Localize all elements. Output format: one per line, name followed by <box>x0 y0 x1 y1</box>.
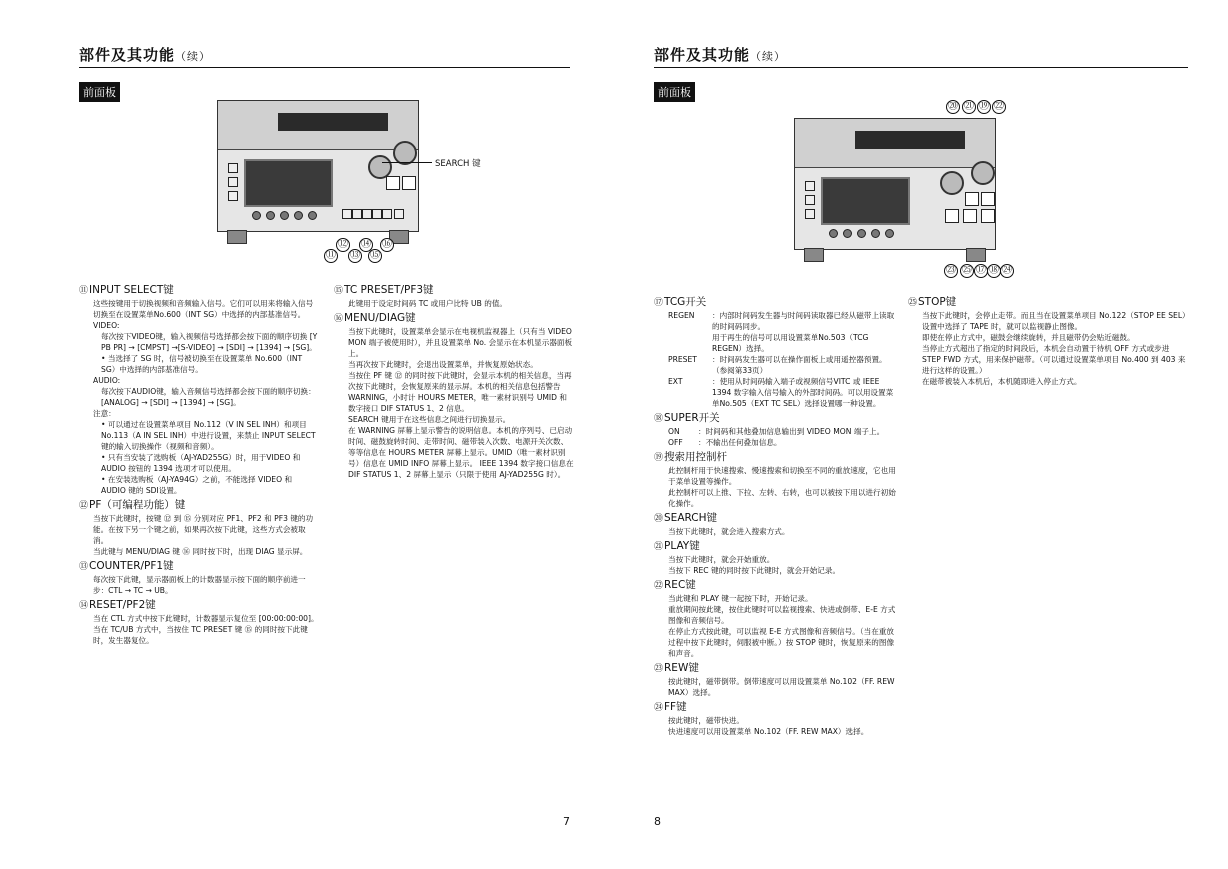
level-knob <box>857 229 866 238</box>
section-heading <box>654 512 898 526</box>
front-panel-illustration <box>217 100 417 243</box>
paragraph: 当按下此键时，设置菜单会显示在电视机监视器上（只有当 VIDEO MON 端子被使用时），并且设置菜单 No. 会显示在本机显示器面板上。 <box>348 327 573 358</box>
section-number: ㉓ <box>654 664 664 674</box>
section-heading <box>334 284 574 298</box>
section-heading <box>654 701 898 715</box>
left-column-1 <box>79 284 319 649</box>
paragraph: 在停止方式按此键，可以监视 E-E 方式图像和音频信号。（当在重放过程中按下此键时，伺服被中断。）按 STOP 键时，恢复原来的图像和声音。 <box>668 627 895 658</box>
panel-button <box>382 209 392 219</box>
section-heading <box>79 499 319 513</box>
paragraph: 按此键时，磁带快进。 <box>668 716 744 725</box>
device-case <box>217 100 419 232</box>
section-title: MENU/DIAG键 <box>344 312 416 324</box>
option-desc: ：内部时间码发生器与时间码读取器已经从磁带上读取的时间码同步。 <box>712 311 895 331</box>
paragraph: 此控制杆可以上推、下拉、左转、右转，也可以被按下用以进行初始化操作。 <box>668 488 896 508</box>
title-text: 部件及其功能 <box>654 46 751 64</box>
section-number: ⑰ <box>654 298 664 308</box>
option-desc: ：时间码发生器可以在操作面板上或用遥控器预置。（参阅第33页） <box>712 355 887 375</box>
paragraph: 当在 CTL 方式中按下此键时，计数器显示复位至 [00:00:00:00]。 <box>93 614 319 623</box>
section-number: ㉔ <box>654 703 664 713</box>
callout-19: ⑲ <box>979 101 989 112</box>
paragraph: 每次按下VIDEO键，输入视频信号选择都会按下面的顺序切换 [Y PB PR] → [CMPST] →[S-VIDEO] → [SDI] → [1394] → [SG]。 <box>101 332 318 352</box>
paragraph: 当按下 REC 键的同时按下此键时，就会开始记录。 <box>668 566 841 575</box>
title-sub: （续） <box>750 50 787 63</box>
section-stop-key <box>908 296 1188 387</box>
callout-23: ㉓ <box>946 265 956 276</box>
section-super-switch <box>654 412 898 448</box>
callout-24: ㉔ <box>1002 265 1012 276</box>
panel-button <box>342 209 352 219</box>
level-knob <box>308 211 317 220</box>
right-column-2 <box>908 296 1188 390</box>
rew-button <box>945 209 959 223</box>
leader-line <box>382 162 432 163</box>
section-reset <box>79 599 319 646</box>
section-title: PF（可编程功能）键 <box>89 499 186 511</box>
bullet: • 在安装选购板（AJ-YA94G）之前，不能选择 VIDEO 和 AUDIO 键的 SDI设置。 <box>101 475 293 495</box>
panel-button <box>352 209 362 219</box>
paragraph: 当此键和 PLAY 键一起按下时，开始记录。 <box>668 594 813 603</box>
note-heading: 注意： <box>93 409 116 418</box>
search-dial <box>940 171 964 195</box>
section-pf <box>79 499 319 557</box>
section-number: ⑮ <box>334 286 344 296</box>
section-input-select <box>79 284 319 496</box>
play-button <box>965 192 979 206</box>
paragraph: 当停止方式超出了指定的时间段后，本机会自动置于待机 OFF 方式或步进 STEP FWD 方式，用来保护磁带。（可以通过设置菜单项目 No.400 到 403 来进行这样的设置。） <box>922 344 1186 375</box>
level-knob <box>885 229 894 238</box>
paragraph: 当在 TC/UB 方式中，当按住 TC PRESET 键 ⑮ 的同时按下此键时，发生器复位。 <box>93 625 308 645</box>
paragraph: 当再次按下此键时，会退出设置菜单，并恢复原始状态。 <box>348 360 538 369</box>
right-page <box>614 0 1228 869</box>
section-title: PLAY键 <box>664 540 700 552</box>
option-key: OFF <box>668 438 683 447</box>
option-desc: ：使用从时间码输入端子或视频信号VITC 或 IEEE 1394 数字输入信号输入的外部时间码。可以用设置菜单No.505（EXT TC SEL）选择设置哪一种设置。 <box>712 377 894 408</box>
section-number: ⑫ <box>79 501 89 511</box>
bullet: • 可以通过在设置菜单项目 No.112（V IN SEL INH）和项目 No.113（A IN SEL INH）中进行设置，来禁止 INPUT SELECT键的输入切换操作（视频和音频）。 <box>101 420 316 451</box>
callout-17: ⑰ <box>976 265 986 276</box>
paragraph: 每次按下此键，显示器面板上的计数器显示按下面的顺序前进一步：CTL → TC → UB。 <box>93 575 306 595</box>
option-desc: ：时间码和其他叠加信息输出到 VIDEO MON 端子上。 <box>698 427 885 436</box>
left-column-2 <box>334 284 574 483</box>
callout-22: ㉒ <box>994 101 1004 112</box>
search-key-label: SEARCH 键 <box>435 159 481 169</box>
play-button <box>386 176 400 190</box>
paragraph: 在磁带被装入本机后，本机随即进入停止方式。 <box>922 377 1082 386</box>
paragraph: 当此键与 MENU/DIAG 键 ⑯ 同时按下时，出现 DIAG 显示屏。 <box>93 547 308 556</box>
page-title <box>654 44 786 65</box>
paragraph: 按此键时，磁带倒带。倒带速度可以用设置菜单 No.102（FF. REW MAX）选择。 <box>668 677 895 697</box>
paragraph: 即使在停止方式中，磁鼓会继续旋转，并且磁带仍会贴近磁鼓。 <box>922 333 1135 342</box>
panel-button <box>228 191 238 201</box>
section-number: ⑭ <box>79 601 89 611</box>
bullet: • 只有当安装了选购板（AJ-YAD255G）时，用于VIDEO 和 AUDIO 按钮的 1394 选项才可以使用。 <box>101 453 301 473</box>
front-panel-illustration <box>794 118 994 261</box>
page-number: 7 <box>563 815 570 828</box>
section-title: REW键 <box>664 662 699 674</box>
option-row <box>668 310 898 354</box>
option-key: PRESET <box>668 355 697 364</box>
level-knob <box>843 229 852 238</box>
section-tag: 前面板 <box>79 82 120 102</box>
stop-button <box>963 209 977 223</box>
display-panel <box>244 159 333 207</box>
section-heading <box>79 599 319 613</box>
section-heading <box>79 560 319 574</box>
title-rule <box>79 67 570 68</box>
callout-12: ⑫ <box>338 239 348 250</box>
section-title: SEARCH键 <box>664 512 717 524</box>
section-heading <box>654 412 898 426</box>
panel-button <box>394 209 404 219</box>
section-tag: 前面板 <box>654 82 695 102</box>
paragraph: 每次按下AUDIO键，输入音频信号选择都会按下面的顺序切换：[ANALOG] → [SDI] → [1394] → [SG]。 <box>101 387 316 407</box>
option-key: ON <box>668 427 680 436</box>
paragraph: 重放期间按此键，按住此键时可以监视搜索、快进或倒带、E-E 方式图像和音频信号。 <box>668 605 896 625</box>
callout-25: ㉕ <box>962 265 972 276</box>
section-title: COUNTER/PF1键 <box>89 560 174 572</box>
callout-13: ⑬ <box>350 250 360 261</box>
section-title: RESET/PF2键 <box>89 599 156 611</box>
section-tcg-switch <box>654 296 898 409</box>
panel-button <box>228 163 238 173</box>
section-title: TCG开关 <box>664 296 707 308</box>
device-top <box>218 101 418 150</box>
device-case <box>794 118 996 250</box>
section-play-key <box>654 540 898 576</box>
display-panel <box>821 177 910 225</box>
paragraph: 此控制杆用于快速搜索、慢速搜索和切换至不同的重放速度，它也用于菜单设置等操作。 <box>668 466 896 486</box>
level-knob <box>280 211 289 220</box>
callout-14: ⑭ <box>361 239 371 250</box>
callout-18: ⑱ <box>989 265 999 276</box>
cassette-slot <box>278 113 388 131</box>
ff-button <box>981 209 995 223</box>
rec-button <box>981 192 995 206</box>
option-row <box>668 376 898 409</box>
option-key: EXT <box>668 377 683 386</box>
callout-16: ⑯ <box>382 239 392 250</box>
device-foot <box>804 248 824 262</box>
device-foot <box>227 230 247 244</box>
section-heading <box>908 296 1188 310</box>
section-counter <box>79 560 319 596</box>
device-foot <box>966 248 986 262</box>
subheading: AUDIO: <box>93 376 121 385</box>
section-number: ⑳ <box>654 514 664 524</box>
section-title: 搜索用控制杆 <box>664 451 728 463</box>
device-top <box>795 119 995 168</box>
level-knob <box>829 229 838 238</box>
section-title: INPUT SELECT键 <box>89 284 174 296</box>
section-heading <box>654 662 898 676</box>
section-heading <box>334 312 574 326</box>
section-number: ⑪ <box>79 286 89 296</box>
panel-button <box>805 181 815 191</box>
page-number: 8 <box>654 815 661 828</box>
section-title: REC键 <box>664 579 696 591</box>
bullet: • 当选择了 SG 时，信号被切换至在设置菜单 No.600（INT SG）中选择的内部基准信号。 <box>101 354 303 374</box>
cassette-slot <box>855 131 965 149</box>
callout-21: ㉑ <box>964 101 974 112</box>
section-title: TC PRESET/PF3键 <box>344 284 434 296</box>
level-knob <box>871 229 880 238</box>
panel-button <box>372 209 382 219</box>
section-number: ㉒ <box>654 581 664 591</box>
title-text: 部件及其功能 <box>79 46 176 64</box>
section-search-key <box>654 512 898 537</box>
section-heading <box>654 296 898 310</box>
section-rec-key <box>654 579 898 659</box>
jog-dial <box>971 161 995 185</box>
panel-button <box>805 209 815 219</box>
panel-button <box>805 195 815 205</box>
option-row <box>668 354 898 376</box>
option-desc: 用于再生的信号可以用设置菜单No.503（TCG REGEN）选择。 <box>712 333 869 353</box>
paragraph: 当按下此键时，按键 ⑫ 到 ⑮ 分别对应 PF1、PF2 和 PF3 键的功能。在按下另一个键之前，如果再次按下此键，这些方式会被取消。 <box>93 514 314 545</box>
level-knob <box>252 211 261 220</box>
section-title: FF键 <box>664 701 687 713</box>
section-tc-preset <box>334 284 574 309</box>
callout-20: ⑳ <box>948 101 958 112</box>
section-heading <box>654 451 898 465</box>
section-title: SUPER开关 <box>664 412 720 424</box>
section-heading <box>654 540 898 554</box>
paragraph: 当按下此键时，就会开始重放。 <box>668 555 775 564</box>
paragraph: 这些按键用于切换视频和音频输入信号。它们可以用来将输入信号切换至在设置菜单No.600（INT SG）中选择的内部基准信号。 <box>93 299 314 319</box>
panel-button <box>362 209 372 219</box>
callout-11: ⑪ <box>326 250 336 261</box>
section-number: ⑱ <box>654 414 664 424</box>
option-key: REGEN <box>668 311 695 320</box>
level-knob <box>294 211 303 220</box>
section-number: ㉑ <box>654 542 664 552</box>
title-rule <box>654 67 1188 68</box>
level-knob <box>266 211 275 220</box>
paragraph: 当按住 PF 键 ⑫ 的同时按下此键时，会显示本机的相关信息，当再次按下此键时，会恢复原来的显示屏。本机的相关信息包括警告 WARNING，小时计 HOURS METER，唯一素材识别号 UMID 和数字接口 DIF STATUS 1、2 信息。 <box>348 371 572 413</box>
option-row <box>668 437 898 448</box>
section-number: ㉕ <box>908 298 918 308</box>
paragraph: 快进速度可以用设置菜单 No.102（FF. REW MAX）选择。 <box>668 727 869 736</box>
subheading: VIDEO: <box>93 321 120 330</box>
paragraph: 在 WARNING 屏幕上显示警告的说明信息。本机的序列号、已启动时间、磁鼓旋转时间、走带时间、磁带装入次数、电源开关次数、等等信息在 HOURS METER 屏幕上显示。UMID（唯一素材识别号）信息在 UMID INFO 屏幕上显示。 IEEE 1394 数字接口信息在 DIF STATUS 1、2 屏幕上显示（只限于使用 AJ-YAD255G 时）。 <box>348 426 574 479</box>
section-heading <box>79 284 319 298</box>
rec-button <box>402 176 416 190</box>
paragraph: 当按下此键时，就会进入搜索方式。 <box>668 527 790 536</box>
title-sub: （续） <box>175 50 212 63</box>
section-rew-key <box>654 662 898 698</box>
option-row <box>668 426 898 437</box>
right-column-1 <box>654 296 898 740</box>
paragraph: 此键用于设定时间码 TC 或用户比特 UB 的值。 <box>348 299 508 308</box>
section-ff-key <box>654 701 898 737</box>
section-menu-diag <box>334 312 574 480</box>
section-heading <box>654 579 898 593</box>
section-number: ⑲ <box>654 453 664 463</box>
option-desc: ：不输出任何叠加信息。 <box>698 438 782 447</box>
paragraph: 当按下此键时，会停止走带。而且当在设置菜单项目 No.122（STOP EE SEL）设置中选择了 TAPE 时，就可以监视静止图像。 <box>922 311 1186 331</box>
paragraph: SEARCH 键用于在这些信息之间进行切换显示。 <box>348 415 511 424</box>
section-number: ⑬ <box>79 562 89 572</box>
section-number: ⑯ <box>334 314 344 324</box>
page-title <box>79 44 211 65</box>
panel-button <box>228 177 238 187</box>
section-search-lever <box>654 451 898 509</box>
callout-15: ⑮ <box>370 250 380 261</box>
section-title: STOP键 <box>918 296 957 308</box>
